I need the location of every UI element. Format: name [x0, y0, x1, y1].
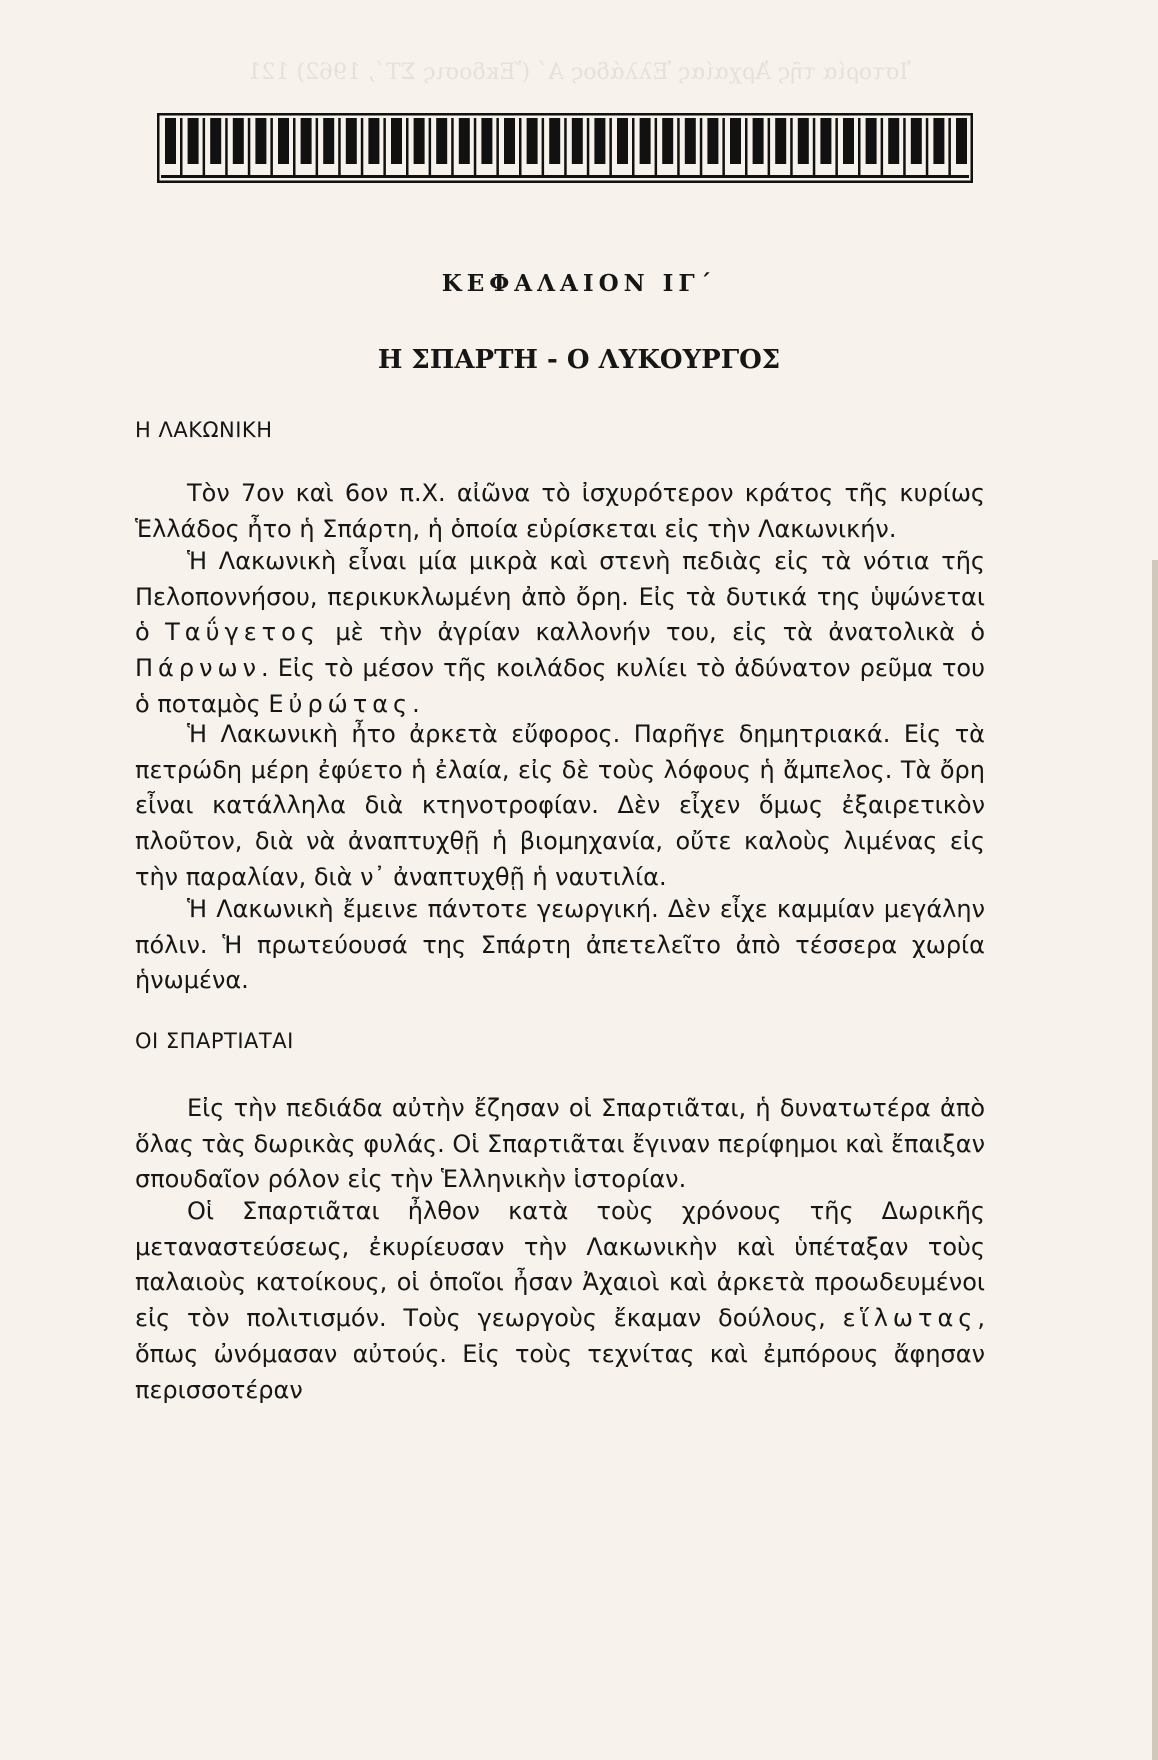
section-heading-lakoniki: Η ΛΑΚΩΝΙΚΗ [135, 418, 273, 442]
paragraph-1 [135, 476, 985, 547]
greek-key-line [316, 118, 319, 178]
paragraph-5 [135, 1091, 985, 1198]
greek-key-bar [481, 118, 492, 164]
greek-key-line [790, 118, 793, 178]
greek-key-bar [572, 118, 583, 164]
greek-key-bar [798, 118, 809, 164]
river-evrotas: Εὐρώτας [268, 689, 413, 718]
chapter-title: Η ΣΠΑΡΤΗ - Ο ΛΥΚΟΥΡΓΟΣ [377, 345, 781, 375]
greek-key-bar [933, 118, 944, 164]
greek-key-bar [391, 118, 402, 164]
paragraph-6: Οἱ Σπαρτιᾶται ἦλθον κατὰ τοὺς χρόνους τῆς Δωρικῆς μεταναστεύσεως, ἐκυρίευσαν τὴν Λακωνικὴν καὶ ὑπέταξαν τοὺς παλαιοὺς κατοίκους, οἱ ὁποῖοι ἦσαν Ἀχαιοὶ καὶ ἀρκετὰ προωδευμένοι εἰς τὸν πολιτισμόν. Τοὺς γεωργοὺς ἔκαμαν δούλους, εἵλωτας, ὅπως ὠνόμασαν αὐτούς. Εἰς τοὺς τεχνίτας καὶ ἐμπόρους ἄφησαν περισσοτέραν [135, 1197, 985, 1404]
greek-key-line [948, 118, 951, 178]
paragraph-5-text: Εἰς τὴν πεδιάδα αὐτὴν ἔζησαν οἱ Σπαρτιᾶται, ἡ δυνατωτέρα ἀπὸ ὅλας τὰς δωρικὰς φυλάς. Οἱ Σπαρτιᾶται ἔγιναν περίφημοι καὶ ἔπαιξαν σπουδαῖον ρόλον εἰς τὴν Ἑλληνικὴν ἱστορίαν. [135, 1094, 985, 1194]
greek-key-line [587, 118, 590, 178]
greek-key-line [180, 118, 183, 178]
greek-key-line [813, 118, 816, 178]
greek-key-bar [617, 118, 628, 164]
greek-key-line [451, 118, 454, 178]
greek-key-bar [866, 118, 877, 164]
greek-key-line [700, 118, 703, 178]
greek-key-bar [278, 118, 289, 164]
greek-key-bar [685, 118, 696, 164]
greek-key-line [248, 118, 251, 178]
greek-key-line [474, 118, 477, 178]
mountain-parnon: Πάρνων [135, 654, 262, 683]
greek-key-line [768, 118, 771, 178]
greek-key-bar [843, 118, 854, 164]
greek-key-line [203, 118, 206, 178]
greek-key-bar [188, 118, 199, 164]
greek-key-bar [730, 118, 741, 164]
greek-key-bar [549, 118, 560, 164]
greek-key-bar [233, 118, 244, 164]
show-through-header: Ἱστορία τῆς Ἀρχαίας Ἑλλάδος Α΄ (Ἔκδοσις ΣΤ΄, 1962) 121 [247, 60, 911, 85]
greek-key-bar [662, 118, 673, 164]
greek-key-line [745, 118, 748, 178]
greek-key-bar [707, 118, 718, 164]
greek-key-ornament [157, 113, 973, 183]
greek-key-line [632, 118, 635, 178]
greek-key-line [542, 118, 545, 178]
greek-key-bar [436, 118, 447, 164]
greek-key-bar [323, 118, 334, 164]
paragraph-1-text: Τὸν 7ον καὶ 6ον π.Χ. αἰῶνα τὸ ἰσχυρότερον κράτος τῆς κυρίως Ἑλλάδος ἦτο ἡ Σπάρτη, ἡ ὁποία εὑρίσκεται εἰς τὴν Λακωνικήν. [135, 479, 985, 543]
greek-key-bar [459, 118, 470, 164]
greek-key-line [383, 118, 386, 178]
paragraph-4-text: Ἡ Λακωνικὴ ἔμεινε πάντοτε γεωργική. Δὲν εἶχε καμμίαν μεγάλην πόλιν. Ἡ πρωτεύουσά της Σπάρτη ἀπετελεῖτο ἀπὸ τέσσερα χωρία ἡνωμένα. [135, 895, 985, 995]
greek-key-bar [640, 118, 651, 164]
greek-key-bar [414, 118, 425, 164]
greek-key-line [293, 118, 296, 178]
greek-key-bar [210, 118, 221, 164]
paragraph-4 [135, 892, 985, 999]
greek-key-bar [594, 118, 605, 164]
term-eilotas: εἵλωτας [842, 1304, 978, 1333]
greek-key-line [361, 118, 364, 178]
greek-key-line [338, 118, 341, 178]
greek-key-line [858, 118, 861, 178]
greek-key-line [971, 118, 973, 178]
greek-key-line [835, 118, 838, 178]
greek-key-bar [911, 118, 922, 164]
paragraph-3-text: Ἡ Λακωνικὴ ἦτο ἀρκετὰ εὔφορος. Παρῆγε δημητριακά. Εἰς τὰ πετρώδη μέρη ἐφύετο ἡ ἐλαία, εἰς δὲ τοὺς λόφους ἡ ἄμπελος. Τὰ ὄρη εἶναι κατάλληλα διὰ κτηνοτροφίαν. Δὲν εἶχεν ὅμως ἐξαιρετικὸν πλοῦτον, διὰ νὰ ἀναπτυχθῇ ἡ βιομηχανία, οὔτε καλοὺς λιμένας εἰς τὴν παραλίαν, διὰ ν᾽ ἀναπτυχθῇ ἡ ναυτιλία. [135, 720, 985, 891]
greek-key-line [225, 118, 228, 178]
greek-key-bar [527, 118, 538, 164]
greek-key-bar [820, 118, 831, 164]
greek-key-line [881, 118, 884, 178]
greek-key-line [429, 118, 432, 178]
page-edge [1152, 560, 1158, 1760]
mountain-taygetos: Ταΰγετος [165, 618, 320, 647]
greek-key-bar [346, 118, 357, 164]
greek-key-bar [753, 118, 764, 164]
greek-key-line [655, 118, 658, 178]
greek-key-line [496, 118, 499, 178]
greek-key-line [926, 118, 929, 178]
greek-key-bar [956, 118, 967, 164]
greek-key-line [270, 118, 273, 178]
greek-key-bar [165, 118, 176, 164]
greek-key-line [609, 118, 612, 178]
greek-key-line [677, 118, 680, 178]
greek-key-line [722, 118, 725, 178]
greek-key-bar [255, 118, 266, 164]
greek-key-bar [301, 118, 312, 164]
greek-key-line [564, 118, 567, 178]
paragraph-2: Ἡ Λακωνικὴ εἶναι μία μικρὰ καὶ στενὴ πεδιὰς εἰς τὰ νότια τῆς Πελοποννήσου, περικυκλωμένη ἀπὸ ὄρη. Εἰς τὰ δυτικά της ὑψώνεται ὁ Ταΰγετος μὲ τὴν ἀγρίαν καλλονήν του, εἰς τὰ ἀνατολικὰ ὁ Πάρνων. Εἰς τὸ μέσον τῆς κοιλάδος κυλίει τὸ ἀδύνατον ρεῦμα του ὁ ποταμὸς Εὐρώτας. [135, 547, 986, 718]
greek-key-bar [888, 118, 899, 164]
greek-key-base [161, 175, 969, 178]
greek-key-line [519, 118, 522, 178]
greek-key-bar [775, 118, 786, 164]
greek-key-bar [368, 118, 379, 164]
paragraph-3 [135, 717, 985, 896]
section-heading-spartiatai: ΟΙ ΣΠΑΡΤΙΑΤΑΙ [135, 1029, 294, 1053]
greek-key-bar [504, 118, 515, 164]
greek-key-line [903, 118, 906, 178]
chapter-heading: ΚΕΦΑΛΑΙΟΝ ΙΓ΄ [441, 270, 717, 297]
greek-key-line [406, 118, 409, 178]
